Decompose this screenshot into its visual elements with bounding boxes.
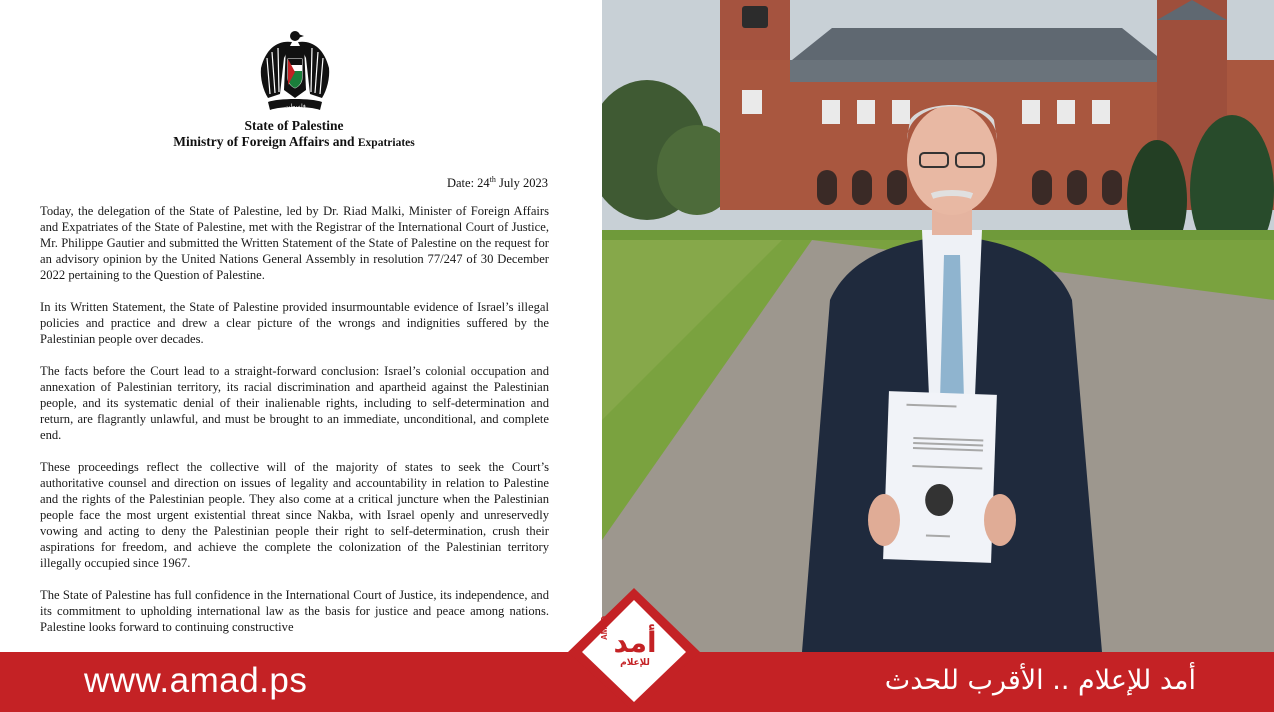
header-state-name: State of Palestine [244, 118, 344, 133]
peace-palace-photo [602, 0, 1274, 652]
body-paragraph-2: In its Written Statement, the State of Palestine provided insurmountable evidence of Israel’s illegal policies and practice and drew a clear picture of the wrongs and indignities suffered by the Palestinian people over decades. [40, 300, 549, 346]
body-paragraph-3: The facts before the Court lead to a straight-forward conclusion: Israel’s colonial occupation and annexation of Palestinian territory, its racial discrimination and apartheid against the Palestinian people, and its systematic denial of their inalienable rights, including to self-determination and return, are flagrantly unlawful, and must be brought to an immediate, unconditional, and complete end. [40, 364, 549, 442]
date-month-year: July 2023 [495, 176, 548, 191]
document-header [100, 118, 488, 151]
document-date [447, 175, 548, 191]
date-suffix-sup: th [489, 175, 496, 184]
palestine-eagle-emblem-icon [258, 28, 332, 116]
date-prefix: Date: 24 [446, 176, 490, 191]
photo-illustration [602, 0, 1274, 652]
amad-logo-text [600, 628, 670, 669]
header-ministry-name [100, 134, 488, 151]
banner-tagline: أمد للإعلام .. الأقرب للحدث [884, 665, 1196, 696]
logo-arabic-name: أمد [613, 626, 657, 659]
header-ministry-small: Expatriates [357, 137, 415, 149]
logo-arabic-sub: للإعلام [620, 658, 650, 668]
body-paragraph-1: Today, the delegation of the State of Palestine, led by Dr. Riad Malki, Minister of Foreign Affairs and Expatriates of the State of Palestine, met with the Registrar of the International Court of Justice, Mr. Philippe Gautier and submitted the Written Statement of the State of Palestine on the request for an advisory opinion by the United Nations General Assembly in resolution 77/247 of 30 December 2022 pertaining to the Question of Palestine. [40, 204, 549, 282]
document-body [40, 203, 549, 651]
press-release-document [0, 0, 601, 712]
body-paragraph-4: These proceedings reflect the collective will of the majority of states to seek the Court’s authoritative counsel and direction on issues of legality and accountability in relation to Palestine and the rights of the Palestinian people. They also come at a critical juncture when the Palestinian people face the most urgent existential threat since Nakba, with Israel openly and unreservedly vowing and acting to deny the Palestinian people their right to self-determination, crush their aspirations for freedom, and achieve the complete the colonization of the Palestinian territory illegally occupied since 1967. [40, 460, 549, 570]
logo-english-name: AMAD [600, 616, 609, 640]
body-paragraph-5: The State of Palestine has full confidence in the International Court of Justice, its independence, and its commitment to upholding international law as the basis for justice and peace among nations. Palestine looks forward to continuing constructive [40, 588, 549, 634]
header-ministry-main: Ministry of Foreign Affairs and [173, 134, 355, 149]
banner-website-url[interactable]: www.amad.ps [84, 661, 308, 700]
svg-text:فلسطين: فلسطين [284, 103, 306, 110]
